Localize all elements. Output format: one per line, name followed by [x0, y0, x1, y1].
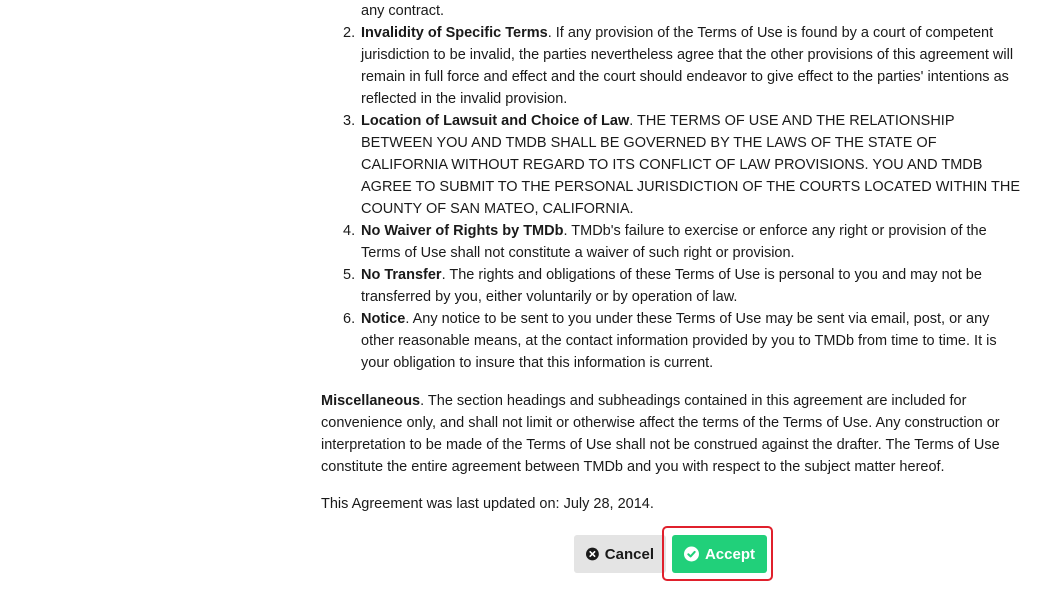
clause-item — [343, 220, 1021, 264]
clause-text: . TMDb's failure to exercise or enforce any right or provision of the Terms of Use shall not constitute a waiver of such right or provision. — [361, 223, 987, 261]
misc-text: . The section headings and subheadings contained in this agreement are included for convenience only, and shall not limit or otherwise affect the terms of the Terms of Use. Any construction or interpretation to be made of the Terms of Use shall not be construed against the drafter. The Terms of Use constitute the entire agreement between TMDb and you with respect to the subject matter hereof. — [321, 393, 1000, 475]
clause-text: . Any notice to be sent to you under these Terms of Use may be sent via email, post, or any other reasonable means, at the contact information provided by you to TMDb from time to time. It is your obligation to insure that this information is current. — [361, 311, 997, 371]
terms-clause-list — [321, 22, 1021, 374]
terms-top-fragment: any contract. — [361, 3, 445, 19]
clause-number: 4. — [343, 223, 356, 239]
clause-text: . The rights and obligations of these Terms of Use is personal to you and may not be transferred by you, either voluntarily or by operation of law. — [361, 267, 982, 305]
misc-title: Miscellaneous — [321, 393, 421, 409]
clause-title: Notice — [361, 311, 406, 327]
accept-button-label: Accept — [704, 545, 755, 563]
check-circle-icon — [684, 546, 699, 562]
cancel-button[interactable] — [574, 535, 666, 573]
clause-title: Invalidity of Specific Terms — [361, 25, 548, 41]
clause-item — [343, 308, 1021, 374]
clause-title: Location of Lawsuit and Choice of Law — [361, 113, 630, 129]
clause-item — [343, 22, 1021, 110]
cancel-button-label: Cancel — [604, 545, 654, 563]
clause-title: No Waiver of Rights by TMDb — [361, 223, 564, 239]
clause-item — [343, 110, 1021, 220]
last-updated-text: This Agreement was last updated on: July 28, 2014. — [321, 496, 654, 512]
clause-item — [343, 264, 1021, 308]
close-circle-icon — [586, 546, 599, 562]
clause-number: 3. — [343, 113, 356, 129]
clause-text: . THE TERMS OF USE AND THE RELATIONSHIP BETWEEN YOU AND TMDB SHALL BE GOVERNED BY THE LAWS OF THE STATE OF CALIFORNIA WITHOUT REGARD TO ITS CONFLICT OF LAW PROVISIONS. YOU AND TMDB AGREE TO SUBMIT TO THE PERSONAL JURISDICTION OF THE COURTS LOCATED WITHIN THE COUNTY OF SAN MATEO, CALIFORNIA. — [361, 113, 1021, 217]
clause-number: 2. — [343, 25, 356, 41]
accept-button[interactable] — [672, 535, 767, 573]
clause-number: 6. — [343, 311, 356, 327]
miscellaneous-paragraph — [321, 390, 1021, 478]
clause-number: 5. — [343, 267, 356, 283]
clause-title: No Transfer — [361, 267, 442, 283]
clause-text: . If any provision of the Terms of Use is found by a court of competent jurisdiction to be invalid, the parties nevertheless agree that the other provisions of this agreement will remain in full force and effect and the court should endeavor to give effect to the parties' intentions as reflected in the invalid provision. — [361, 25, 1014, 107]
